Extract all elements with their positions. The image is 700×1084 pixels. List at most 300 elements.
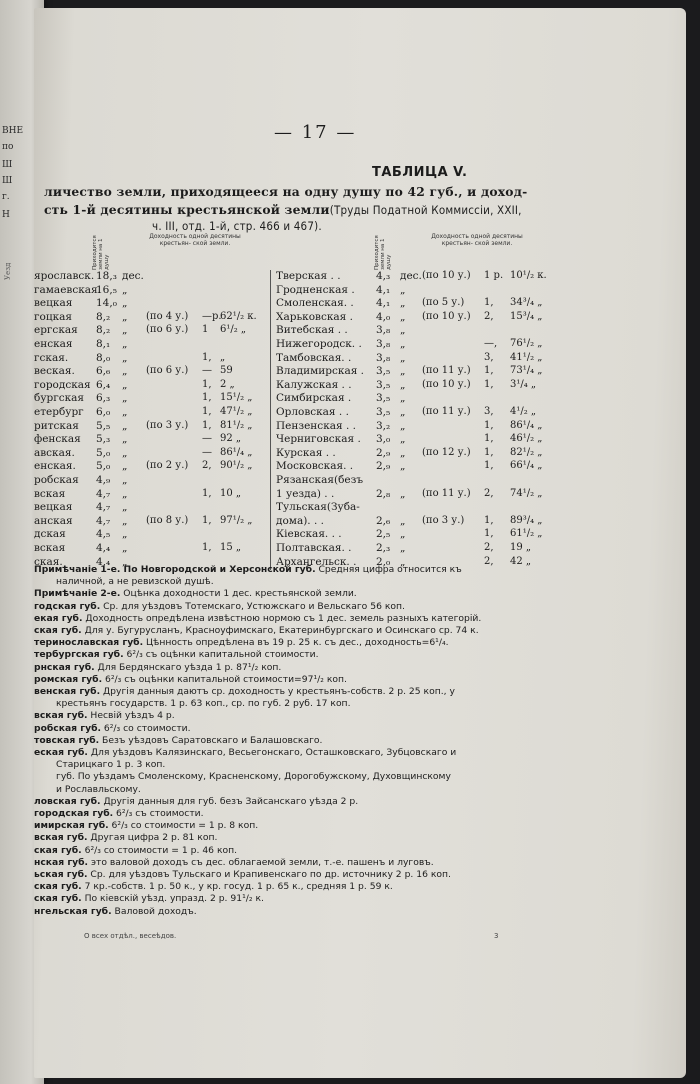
note-line xyxy=(34,796,358,807)
note-line xyxy=(34,906,197,917)
cell-land: 2,₉ xyxy=(376,460,391,473)
cell-unit: „ xyxy=(122,528,128,541)
cell-rub: 1, xyxy=(202,351,212,363)
cell-rub: —, xyxy=(484,338,498,349)
cell-kop: 3¹/₄ „ xyxy=(510,378,537,390)
cell-kop: 66¹/₄ „ xyxy=(510,460,543,472)
cell-unit: „ xyxy=(400,392,406,405)
cell-rub: 1, xyxy=(484,528,494,540)
heading-source: (Труды Податной Коммиссіи, XXII, xyxy=(329,203,522,217)
cell-unit: „ xyxy=(122,310,128,323)
cell-unit: „ xyxy=(122,487,128,500)
cell-period: (по 5 у.) xyxy=(422,297,465,309)
cell-rub: — xyxy=(202,446,212,458)
note-lead: Примѣчаніе 1-е. По Новгородской и Херсонской губ. xyxy=(34,564,316,575)
note-text: это валовой доходъ съ дес. облагаемой земли, т.-е. пашенъ и луговъ. xyxy=(88,856,434,868)
cell-unit: дес. xyxy=(122,270,144,282)
note-text: и Рославльскому. xyxy=(56,783,141,795)
cell-unit: „ xyxy=(400,419,406,432)
cell-land: 4,₇ xyxy=(96,501,111,514)
cell-rub: 1, xyxy=(484,514,494,526)
note-line xyxy=(34,564,462,575)
cell-land: 4,₁ xyxy=(376,297,391,310)
cell-name: етербург xyxy=(34,406,84,418)
cell-kop: 10¹/₂ к. xyxy=(510,270,547,281)
cell-period: (по 8 у.) xyxy=(146,514,189,526)
cell-kop: 92 „ xyxy=(220,433,242,445)
heading-line-2 xyxy=(44,202,522,217)
cell-kop: 15 „ xyxy=(220,542,242,553)
cell-kop: 15¹/₂ „ xyxy=(220,392,253,404)
note-line xyxy=(34,637,449,648)
cell-rub: 1, xyxy=(202,514,212,526)
cell-land: 3,₈ xyxy=(376,351,391,364)
cell-rub: 2, xyxy=(484,487,494,499)
cell-unit: „ xyxy=(400,406,406,418)
note-text: Другія данныя для губ. безъ Зайсанскаго уѣзда 2 р. xyxy=(100,795,359,807)
cell-unit: дес. xyxy=(400,270,422,282)
spine-fragment: ВНЕ xyxy=(2,126,24,136)
cell-period: (по 11 у.) xyxy=(422,406,471,417)
cell-unit: „ xyxy=(400,433,406,446)
cell-unit: „ xyxy=(122,474,128,486)
cell-kop: 10 „ xyxy=(220,487,242,499)
note-text: По кіевскій уѣзд. упразд. 2 р. 91¹/₂ к. xyxy=(81,893,264,905)
cell-period: (по 3 у.) xyxy=(422,514,465,526)
cell-kop: 15³/₄ „ xyxy=(510,310,543,322)
cell-unit: „ xyxy=(122,460,128,473)
note-lead: ская губ. xyxy=(34,625,82,636)
cell-rub: 2, xyxy=(484,542,494,553)
cell-land: 18,₃ xyxy=(96,270,117,282)
cell-unit: „ xyxy=(400,446,406,459)
cell-name: веская. xyxy=(34,365,75,378)
heading-line-1: личество земли, приходящееся на одну душу по 42 губ., и доход- xyxy=(44,184,528,199)
cell-land: 8,₂ xyxy=(96,310,111,323)
cell-rub: 1, xyxy=(202,487,212,499)
note-lead: товская губ. xyxy=(34,734,100,746)
cell-kop: 90¹/₂ „ xyxy=(220,460,253,472)
cell-land: 4,₅ xyxy=(96,528,111,541)
cell-unit: „ xyxy=(122,351,128,364)
cell-land: 3,₈ xyxy=(376,324,391,337)
heading-line-2-text: сть 1-й десятины крестьянской земли xyxy=(44,202,330,217)
heading-line-3 xyxy=(152,218,322,233)
cell-name: Курская . . xyxy=(276,446,336,459)
cell-land: 4,₇ xyxy=(96,487,111,500)
spine-fragment: г. xyxy=(2,192,10,202)
cell-name: вская xyxy=(34,542,66,554)
cell-kop: 2 „ xyxy=(220,378,235,390)
cell-name: Владимирская . xyxy=(276,365,364,378)
note-text: губ. По уѣздамъ Смоленскому, Красненскому, Дорогобужскому, Духовщинскому xyxy=(56,771,451,783)
cell-land: 6,₆ xyxy=(96,365,111,378)
spine-fragment: по xyxy=(2,142,14,152)
note-line xyxy=(34,686,455,697)
cell-land: 14,₀ xyxy=(96,297,117,310)
cell-kop: 4¹/₂ „ xyxy=(510,406,537,417)
right-vertical-header: Приходится земли на 1 душу xyxy=(374,235,392,270)
note-line xyxy=(34,820,258,831)
cell-unit: „ xyxy=(400,297,406,310)
cell-name: Гродненская . xyxy=(276,283,355,296)
cell-name: вецкая xyxy=(34,297,73,310)
cell-unit: „ xyxy=(122,433,128,446)
cell-name: робская xyxy=(34,474,79,486)
cell-unit: „ xyxy=(400,555,406,568)
footer-signature: О всех отдѣл., весеѣдов. xyxy=(84,932,177,940)
cell-kop: 89³/₄ „ xyxy=(510,514,543,526)
cell-land: 2,₈ xyxy=(376,487,391,500)
cell-land: 4,₄ xyxy=(96,555,111,568)
cell-name: ярославск. xyxy=(34,270,95,282)
table-title: ТАБЛИЦА V. xyxy=(372,165,468,180)
cell-land: 4,₃ xyxy=(376,270,391,282)
note-line xyxy=(34,747,456,758)
cell-land: 6,₃ xyxy=(96,392,111,405)
note-line xyxy=(34,601,405,612)
cell-name: ергская xyxy=(34,324,78,337)
note-text: 6²/₃ съ оцѣнки капитальной стоимости. xyxy=(123,649,319,661)
cell-land: 6,₄ xyxy=(96,378,111,391)
note-line xyxy=(34,674,347,685)
cell-rub: 1, xyxy=(484,378,494,390)
cell-name: вская xyxy=(34,487,66,500)
cell-period: (по 10 у.) xyxy=(422,378,471,390)
cell-name: Пензенская . . xyxy=(276,419,356,432)
cell-unit: „ xyxy=(400,542,406,554)
note-text: наличной, а не ревизской душѣ. xyxy=(56,576,214,588)
cell-name: ская. xyxy=(34,555,63,568)
note-text: Для у. Бугурусланъ, Красноуфимскаго, Екатеринбургскаго и Осинскаго ср. 74 к. xyxy=(81,625,479,636)
note-text: Старицкаго 1 р. 3 коп. xyxy=(56,759,166,771)
cell-name: Кіевская. . . xyxy=(276,528,342,541)
cell-period: (по 2 у.) xyxy=(146,460,189,472)
cell-kop: 86¹/₄ „ xyxy=(510,419,543,431)
cell-land: 2,₃ xyxy=(376,542,391,554)
cell-name: дома). . . xyxy=(276,514,324,527)
cell-name: Архангельск. . xyxy=(276,555,357,568)
note-line xyxy=(34,857,434,868)
note-line xyxy=(34,625,479,636)
cell-unit: „ xyxy=(122,297,128,310)
cell-kop: 82¹/₂ „ xyxy=(510,446,543,458)
footer-signature-mark: 3 xyxy=(494,932,499,940)
cell-kop: „ xyxy=(220,351,226,363)
cell-kop: 74¹/₂ „ xyxy=(510,487,543,499)
cell-land: 3,₅ xyxy=(376,365,391,378)
cell-unit: „ xyxy=(400,338,406,350)
cell-name: гамаевская. xyxy=(34,283,101,296)
note-line xyxy=(34,588,357,599)
cell-unit: „ xyxy=(122,501,128,514)
cell-unit: „ xyxy=(400,378,406,391)
note-line xyxy=(56,759,165,770)
cell-unit: „ xyxy=(122,392,128,405)
right-income-header: Доходность одной десятины крестьян- ской земли. xyxy=(431,233,523,247)
cell-land: 8,₁ xyxy=(96,338,111,350)
cell-unit: „ xyxy=(400,351,406,364)
cell-kop: 47¹/₂ „ xyxy=(220,406,253,417)
cell-name: енская. xyxy=(34,460,76,473)
cell-unit: „ xyxy=(122,555,128,568)
cell-unit: „ xyxy=(122,283,128,296)
cell-name: ритская xyxy=(34,419,79,432)
note-lead: рнская губ. xyxy=(34,661,95,673)
cell-unit: „ xyxy=(400,460,406,473)
cell-rub: 1 xyxy=(202,324,209,336)
cell-unit: „ xyxy=(400,528,406,541)
cell-kop: 61¹/₂ „ xyxy=(510,528,543,540)
cell-name: гоцкая xyxy=(34,310,73,323)
note-text: Для Бердянскаго уѣзда 1 р. 87¹/₂ коп. xyxy=(94,661,282,673)
cell-name: гская. xyxy=(34,351,69,364)
cell-kop: 86¹/₄ „ xyxy=(220,446,253,458)
note-lead: ская губ. xyxy=(34,893,82,905)
cell-period: (по 12 у.) xyxy=(422,446,471,458)
cell-rub: 1, xyxy=(202,542,212,553)
note-text: 6²/₃ съ оцѣнки капитальной стоимости=97¹/₂ коп. xyxy=(102,673,347,685)
page-number: — 17 — xyxy=(274,122,357,143)
note-lead: ская губ. xyxy=(34,881,82,893)
note-text: Другія данныя даютъ ср. доходность у крестьянъ-собств. 2 р. 25 коп., у xyxy=(100,686,455,697)
cell-land: 2,₀ xyxy=(376,555,391,568)
cell-name: бургская xyxy=(34,392,85,405)
cell-name: Тульская(Зуба- xyxy=(276,501,360,514)
note-line xyxy=(34,710,175,721)
spine-fragment: Н xyxy=(2,210,10,220)
cell-unit: „ xyxy=(400,487,406,500)
cell-kop: 41¹/₂ „ xyxy=(510,351,543,363)
cell-unit: „ xyxy=(122,365,128,378)
note-text: Ср. для уѣздовъ Тульскаго и Крапивенскаго по др. источнику 2 р. 16 коп. xyxy=(87,869,451,880)
cell-name: анская xyxy=(34,514,73,527)
note-text: Оцѣнка доходности 1 дес. крестьянской земли. xyxy=(120,588,357,600)
note-text: 6²/₃ со стоимости = 1 р. 46 коп. xyxy=(81,844,238,856)
note-lead: вская губ. xyxy=(34,832,88,844)
cell-name: Московская. . xyxy=(276,460,354,473)
cell-kop: 62¹/₂ к. xyxy=(220,310,257,322)
cell-land: 2,₅ xyxy=(376,528,391,541)
cell-unit: „ xyxy=(400,365,406,378)
note-lead: вская губ. xyxy=(34,710,88,722)
left-income-header: Доходность одной десятины крестьян- ской земли. xyxy=(149,233,241,247)
cell-name: Тверская . . xyxy=(276,270,341,282)
note-line xyxy=(34,881,393,892)
note-line xyxy=(34,662,281,673)
cell-rub: 2, xyxy=(484,555,494,567)
cell-rub: 1, xyxy=(484,446,494,458)
cell-land: 6,₀ xyxy=(96,406,111,418)
cell-name: енская xyxy=(34,338,73,350)
document-page xyxy=(34,8,686,1078)
note-text: Другая цифра 2 р. 81 коп. xyxy=(87,832,218,844)
note-line xyxy=(34,832,217,843)
cell-name: Смоленская. . xyxy=(276,297,354,310)
cell-rub: 1, xyxy=(484,433,494,445)
note-lead: имирская губ. xyxy=(34,820,109,832)
cell-kop: 6¹/₂ „ xyxy=(220,324,247,336)
note-lead: Примѣчаніе 2-е. xyxy=(34,588,121,600)
cell-land: 8,₂ xyxy=(96,324,111,337)
note-line xyxy=(34,613,481,624)
cell-unit: „ xyxy=(400,283,406,296)
cell-period: (по 10 у.) xyxy=(422,270,471,281)
cell-rub: 3, xyxy=(484,406,494,417)
cell-name: Черниговская . xyxy=(276,433,361,446)
note-lead: теринославская губ. xyxy=(34,637,144,649)
cell-land: 5,₀ xyxy=(96,446,111,459)
cell-kop: 46¹/₂ „ xyxy=(510,433,543,445)
cell-name: Орловская . . xyxy=(276,406,349,418)
note-line xyxy=(34,649,319,660)
note-text: Ср. для уѣздовъ Тотемскаго, Устюжскаго и Вельскаго 56 коп. xyxy=(100,600,405,612)
cell-unit: „ xyxy=(122,419,128,432)
cell-kop: 34³/₄ „ xyxy=(510,297,543,309)
cell-kop: 19 „ xyxy=(510,542,532,553)
cell-unit: „ xyxy=(122,406,128,418)
cell-name: фенская xyxy=(34,433,81,446)
note-text: 6²/₃ со стоимости = 1 р. 8 коп. xyxy=(108,820,259,832)
cell-kop: 97¹/₂ „ xyxy=(220,514,253,526)
cell-unit: „ xyxy=(400,324,406,337)
spine-fragment: Ш xyxy=(2,160,13,170)
cell-land: 4,₄ xyxy=(96,542,111,554)
note-text: 6²/₃ съ стоимости. xyxy=(113,808,204,819)
note-line xyxy=(56,784,141,795)
cell-unit: „ xyxy=(122,446,128,459)
note-lead: еская губ. xyxy=(34,747,88,758)
cell-land: 2,₆ xyxy=(376,514,391,527)
note-line xyxy=(34,735,322,746)
note-text: 7 кр.-собств. 1 р. 50 к., у кр. госуд. 1 р. 65 к., средняя 1 р. 59 к. xyxy=(81,881,393,893)
note-lead: ромская губ. xyxy=(34,673,103,685)
note-lead: нская губ. xyxy=(34,856,89,868)
cell-land: 3,₅ xyxy=(376,392,391,405)
cell-kop: 76¹/₂ „ xyxy=(510,338,543,349)
cell-land: 5,₃ xyxy=(96,433,111,446)
cell-kop: 81¹/₂ „ xyxy=(220,419,253,431)
column-divider xyxy=(270,270,271,570)
cell-unit: „ xyxy=(122,324,128,337)
note-line xyxy=(34,893,264,904)
cell-land: 4,₁ xyxy=(376,283,391,296)
note-text: Цѣнность опредѣлена въ 19 р. 25 к. съ дес., доходность=6¹/₄. xyxy=(143,637,449,649)
cell-period: (по 6 у.) xyxy=(146,365,189,377)
cell-kop: 59 xyxy=(220,365,233,377)
cell-name: Витебская . . xyxy=(276,324,348,337)
note-text: Несвій уѣздъ 4 р. xyxy=(87,710,175,722)
cell-land: 3,₀ xyxy=(376,433,391,446)
cell-period: (по 3 у.) xyxy=(146,419,189,431)
note-lead: тербургская губ. xyxy=(34,649,124,661)
cell-name: авская. xyxy=(34,446,75,459)
cell-name: дская xyxy=(34,528,66,541)
cell-land: 16,₅ xyxy=(96,283,117,296)
cell-rub: 1, xyxy=(484,419,494,431)
cell-land: 8,₀ xyxy=(96,351,111,364)
cell-land: 4,₀ xyxy=(376,310,391,323)
cell-name: Тамбовская. . xyxy=(276,351,352,364)
note-lead: ская губ. xyxy=(34,844,82,856)
note-line xyxy=(56,698,351,709)
cell-rub: — xyxy=(202,433,212,445)
cell-period: (по 11 у.) xyxy=(422,365,471,377)
cell-rub: —р. xyxy=(202,310,222,322)
cell-kop: 73¹/₄ „ xyxy=(510,365,543,377)
cell-rub: 1, xyxy=(202,392,212,404)
cell-rub: — xyxy=(202,365,212,377)
cell-rub: 2, xyxy=(202,460,212,472)
cell-unit: „ xyxy=(122,338,128,350)
note-text: Валовой доходъ. xyxy=(111,905,197,917)
note-lead: робская губ. xyxy=(34,722,101,734)
cell-land: 4,₇ xyxy=(96,514,111,527)
cell-land: 5,₅ xyxy=(96,419,111,432)
cell-land: 2,₉ xyxy=(376,446,391,459)
note-text: Средняя цифра относится къ xyxy=(315,564,462,575)
cell-period: (по 4 у.) xyxy=(146,310,189,322)
cell-name: Симбирская . xyxy=(276,392,352,405)
note-lead: екая губ. xyxy=(34,612,83,624)
cell-name: 1 уезда) . . xyxy=(276,487,335,500)
cell-rub: 1, xyxy=(202,419,212,431)
cell-name: Харьковская . xyxy=(276,310,353,323)
note-text: крестьянъ государств. 1 р. 63 коп., ср. по губ. 2 руб. 17 коп. xyxy=(56,698,351,710)
cell-kop: 42 „ xyxy=(510,555,532,567)
cell-name: городская xyxy=(34,378,91,391)
note-lead: ловская губ. xyxy=(34,795,101,807)
cell-name: Рязанская(безъ xyxy=(276,474,364,486)
note-line xyxy=(56,576,214,587)
note-line xyxy=(34,808,204,819)
note-lead: венская губ. xyxy=(34,686,101,697)
spine-fragment: Уезд xyxy=(4,262,12,280)
note-line xyxy=(34,723,191,734)
cell-name: вецкая xyxy=(34,501,73,514)
heading-source-2: ч. III, отд. 1-й, стр. 466 и 467). xyxy=(152,219,322,233)
cell-unit: „ xyxy=(122,378,128,391)
cell-land: 3,₈ xyxy=(376,338,391,350)
note-text: Безъ уѣздовъ Саратовскаго и Балашовскаго. xyxy=(99,734,323,746)
cell-land: 3,₂ xyxy=(376,419,391,432)
note-line xyxy=(34,845,237,856)
cell-name: Нижегородск. . xyxy=(276,338,362,350)
note-text: Для уѣздовъ Калязинскаго, Весьегонскаго, Осташковскаго, Зубцовскаго и xyxy=(87,747,457,758)
cell-name: Полтавская. . xyxy=(276,542,352,554)
note-lead: нгельская губ. xyxy=(34,905,112,917)
note-text: Доходность опредѣлена извѣстною нормою съ 1 дес. земель разныхъ категорій. xyxy=(82,612,482,624)
cell-period: (по 11 у.) xyxy=(422,487,471,499)
cell-name: Калужская . . xyxy=(276,378,352,391)
cell-rub: 1 р. xyxy=(484,270,504,281)
cell-unit: „ xyxy=(400,310,406,323)
cell-rub: 1, xyxy=(202,406,212,417)
cell-rub: 1, xyxy=(484,297,494,309)
cell-land: 4,₉ xyxy=(96,474,111,486)
note-line xyxy=(34,869,451,880)
cell-period: (по 10 у.) xyxy=(422,310,471,322)
note-text: 6²/₃ со стоимости. xyxy=(100,722,191,734)
note-lead: городская губ. xyxy=(34,808,114,819)
cell-rub: 2, xyxy=(484,310,494,322)
cell-rub: 1, xyxy=(202,378,212,390)
cell-land: 5,₀ xyxy=(96,460,111,473)
left-vertical-header: Приходится земли на 1 душу xyxy=(92,235,110,270)
cell-unit: „ xyxy=(122,514,128,527)
cell-period: (по 6 у.) xyxy=(146,324,189,336)
cell-rub: 3, xyxy=(484,351,494,363)
